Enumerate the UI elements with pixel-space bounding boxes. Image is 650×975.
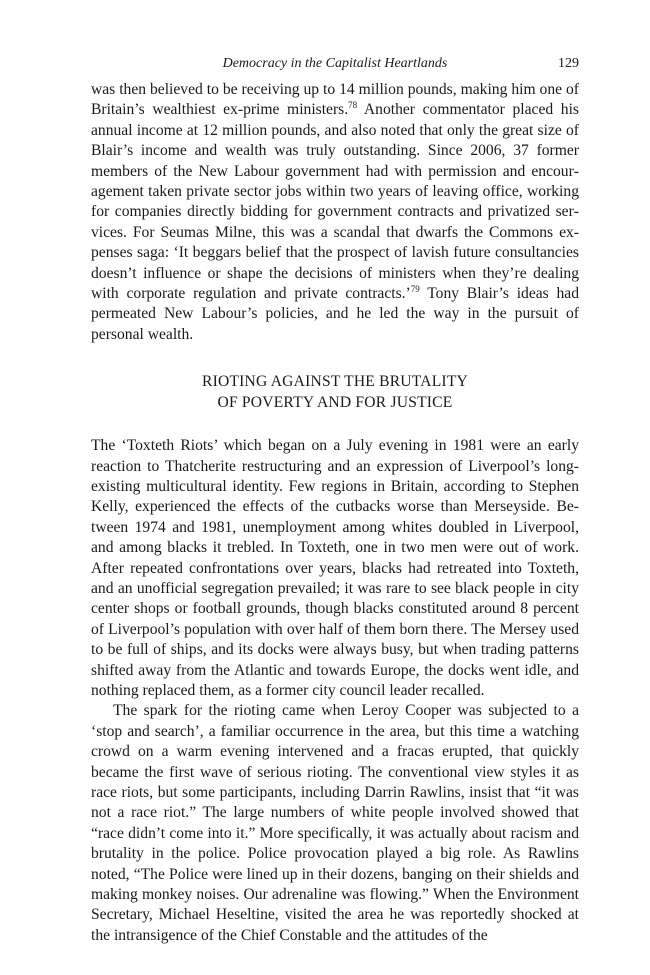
section-heading-line-1: RIOTING AGAINST THE BRUTALITY: [201, 373, 469, 391]
paragraph-segment: Another commentator placed his annual income at 12 million pounds, and also noted that only the great size of Blair’s income and wealth was truly outstanding. Since 2006, 37 former members of the New Labour government had with permission and encouragement taken private sector jobs within two years of leaving office, working for companies directly bidding for government contracts and privatized services. For Seumas Milne, this was a scandal that dwarfs the Commons expenses saga: ‘It beggars belief that the prospect of lavish future consultancies doesn’t influence or shape the decisions of ministers when they’re dealing with corporate regulation and private contracts.’: [91, 101, 579, 303]
paragraph-toxteth-riots: The ‘Toxteth Riots’ which began on a July evening in 1981 were an early reaction to Thatcherite restructuring and an expression of Liverpool’s long-existing multicultural identity. Few regions in Britain, according to Stephen Kelly, experienced the effects of the cutbacks worse than Merseyside. Between 1974 and 1981, unemployment among whites doubled in Liverpool, and among blacks it trebled. In Toxteth, one in two men were out of work. After repeated confrontations over years, blacks had retreated into Toxteth, and an unofficial segregation prevailed; it was rare to see black people in city center shops or football grounds, though blacks constituted around 8 percent of Liverpool’s population with over half of them born there. The Mersey used to be full of ships, and its docks were always busy, but when trading patterns shifted away from the Atlantic and towards Europe, the docks went idle, and nothing replaced them, as a former city council leader recalled.: [91, 437, 579, 699]
page-number: 129: [558, 56, 579, 71]
body-text: [91, 80, 579, 946]
paragraph-segment: Tony Blair’s ideas had permeated New Labour’s policies, and he led the way in the pursuit of personal wealth.: [91, 285, 579, 343]
paragraph-segment: was then believed to be receiving up to 14 million pounds, making him one of Britain’s wealthiest ex-prime ministers.: [91, 81, 579, 119]
paragraph-blair-wealth: [91, 80, 579, 345]
running-title: Democracy in the Capitalist Heartlands: [222, 56, 448, 71]
footnote-ref-78: 78: [348, 100, 358, 111]
book-page: [91, 54, 579, 946]
section-heading-line-2: OF POVERTY AND FOR JUSTICE: [217, 393, 453, 411]
footnote-ref-79: 79: [410, 283, 420, 294]
running-header: [91, 54, 579, 74]
paragraph-riot-spark: The spark for the rioting came when Leroy Cooper was subjected to a ‘stop and search’, a familiar occurrence in the area, but this time a watching crowd on a warm evening intervened and a fracas erupted, that quickly became the first wave of serious rioting. The conventional view styles it as race riots, but some participants, including Darrin Rawlins, insist that “it was not a race riot.” The large numbers of white people involved showed that “race didn’t come into it.” More specifically, it was actually about racism and brutality in the police. Police provocation played a big role. As Rawlins noted, “The Police were lined up in their dozens, banging on their shields and making monkey noises. Our adrenaline was flowing.” When the Environment Secretary, Michael Heseltine, visited the area he was reportedly shocked at the intransigence of the Chief Constable and the attitudes of the: [91, 702, 579, 944]
section-heading: [91, 372, 579, 413]
